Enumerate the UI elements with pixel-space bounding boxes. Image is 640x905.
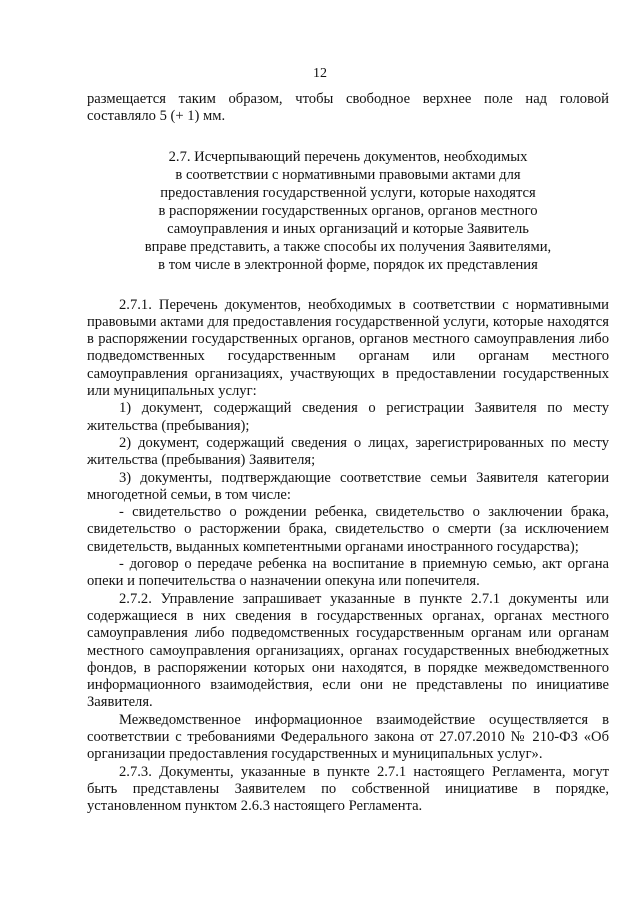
heading-line: в распоряжении государственных органов, органов местного [158,202,538,219]
document-body [87,91,609,816]
intro-paragraph: размещается таким образом, чтобы свободное верхнее поле над головой составляло 5 (+ 1) мм. [87,91,609,125]
paragraph-interagency: Межведомственное информационное взаимодействие осуществляется в соответствии с требованиями Федерального закона от 27.07.2010 № 210-ФЗ «Об организации предоставления государственных и муниципальных услуг». [87,711,609,763]
sub-item-certificates: - свидетельство о рождении ребенка, свидетельство о заключении брака, свидетельство о расторжении брака, свидетельство о смерти (за исключением свидетельств, выданных компетентными органами иностранного государства); [87,504,609,555]
list-item-3: 3) документы, подтверждающие соответствие семьи Заявителя категории многодетной семьи, в том числе: [87,469,609,503]
heading-line: вправе представить, а также способы их получения Заявителями, [144,238,552,255]
page-number: 12 [313,66,327,81]
list-item-1: 1) документ, содержащий сведения о регистрации Заявителя по месту жительства (пребывания); [87,400,609,434]
paragraph-2-7-3: 2.7.3. Документы, указанные в пункте 2.7.1 настоящего Регламента, могут быть представлены Заявителем по собственной инициативе в порядке, установленном пунктом 2.6.3 настоящего Регламента. [87,763,609,815]
heading-line: предоставления государственной услуги, которые находятся [160,184,536,201]
section-heading [87,148,609,274]
heading-line: в том числе в электронной форме, порядок их представления [158,256,538,273]
heading-line: 2.7. Исчерпывающий перечень документов, необходимых [168,148,528,165]
list-item-2: 2) документ, содержащий сведения о лицах, зарегистрированных по месту жительства (пребывания) Заявителя; [87,434,609,469]
paragraph-2-7-2: 2.7.2. Управление запрашивает указанные в пункте 2.7.1 документы или содержащиеся в них сведения в государственных органах, органах местного самоуправления либо подведомственных государственным органам или органам местного самоуправления организациях, органах государственных внебюджетных фондов, в распоряжении которых они находятся, в порядке межведомственного информационного взаимодействия, если они не представлены по инициативе Заявителя. [87,590,609,711]
sub-item-foster-agreement: - договор о передаче ребенка на воспитание в приемную семью, акт органа опеки и попечительства о назначении опекуна или попечителя. [87,556,609,590]
heading-line: в соответствии с нормативными правовыми актами для [175,166,521,183]
heading-line: самоуправления и иных организаций и которые Заявитель [167,220,529,237]
paragraph-2-7-1: 2.7.1. Перечень документов, необходимых в соответствии с нормативными правовыми актами для предоставления государственной услуги, которые находятся в распоряжении государственных органов, органов местного самоуправления либо подведомственных государственным органам или органам местного самоуправления организациях, участвующих в предоставлении государственных или муниципальных услуг: [87,296,609,400]
